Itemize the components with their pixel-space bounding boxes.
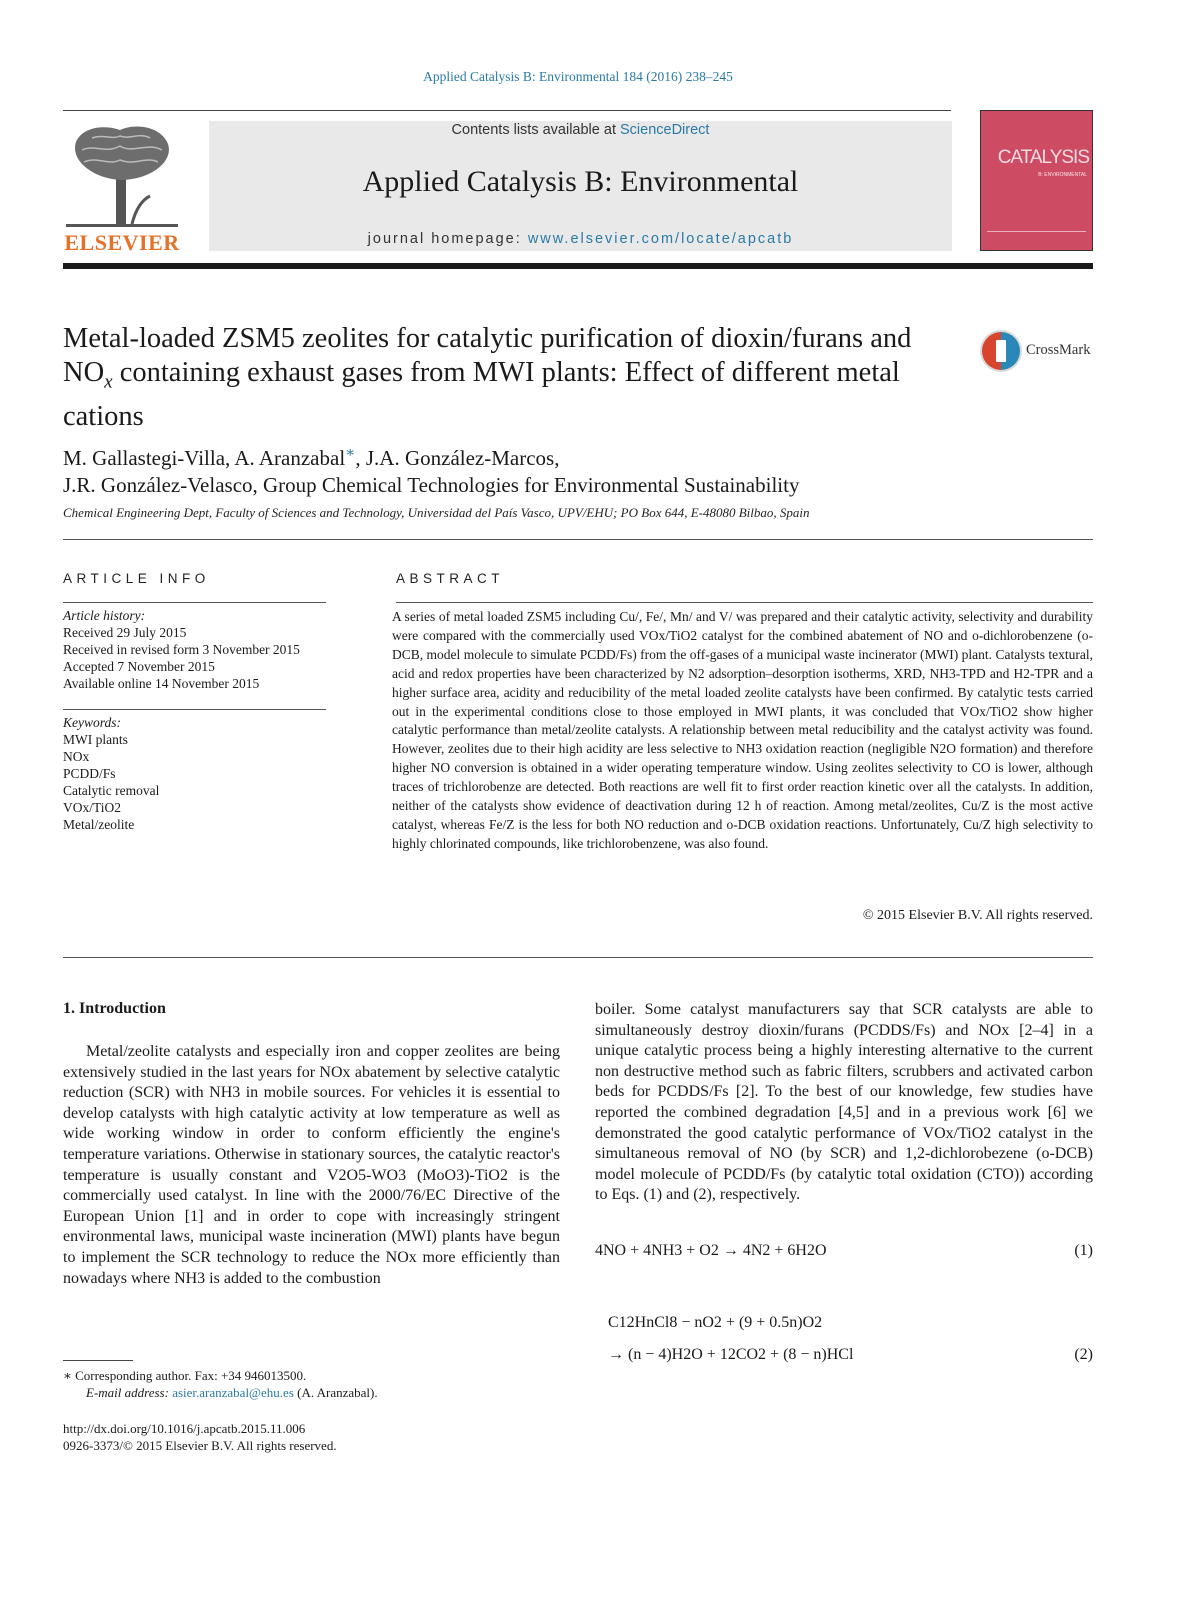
- equation-1-number: (1): [1074, 1242, 1093, 1259]
- header-rule: [63, 110, 951, 111]
- abstract-heading: ABSTRACT: [396, 571, 505, 586]
- keyword: MWI plants: [63, 732, 128, 747]
- elsevier-logo[interactable]: [62, 120, 182, 260]
- doi-link[interactable]: http://dx.doi.org/10.1016/j.apcatb.2015.11.006: [63, 1421, 306, 1436]
- abstract-rule: [396, 602, 1093, 603]
- intro-paragraph-right: boiler. Some catalyst manufacturers say that SCR catalysts are able to simultaneously destroy dioxin/furans (PCDDS/Fs) and NOx [2–4] in a unique catalytic process being a highly interesting alternative to the current non destructive method such as fabric filters, scrubbers and activated carbon beds for PCDDS/Fs [2]. To the best of our knowledge, few studies have reported the combined degradation [4,5] and in a previous work [6] we demonstrated the good catalytic performance of VOx/TiO2 catalyst in the simultaneous removal of NO (by SCR) and 1,2-dichlorobezene (o-DCB) model molecule of PCDD/Fs (by catalytic total oxidation (CTO)) according to Eqs. (1) and (2), respectively.: [595, 1001, 1093, 1204]
- equation-2-line-2: → (n − 4)H2O + 12CO2 + (8 − n)HCl (2): [608, 1346, 1093, 1363]
- email-link[interactable]: asier.aranzabal@ehu.es: [172, 1385, 294, 1400]
- article-history: Article history: Received 29 July 2015 Received in revised form 3 November 2015 Accepted 7 November 2015 Available online 14 November 2015: [63, 607, 333, 692]
- article-info-rule: [63, 602, 326, 603]
- crossmark-icon: [978, 328, 1024, 374]
- journal-cover-thumbnail[interactable]: [980, 110, 1093, 251]
- history-item: Available online 14 November 2015: [63, 676, 260, 691]
- journal-homepage: journal homepage: www.elsevier.com/locate/apcatb: [367, 231, 794, 247]
- elsevier-wordmark: ELSEVIER: [64, 230, 180, 255]
- homepage-link[interactable]: www.elsevier.com/locate/apcatb: [527, 231, 794, 247]
- sciencedirect-link[interactable]: ScienceDirect: [620, 122, 710, 138]
- footnote-rule: [63, 1360, 133, 1361]
- keyword: PCDD/Fs: [63, 766, 116, 781]
- affiliation: Chemical Engineering Dept, Faculty of Sciences and Technology, Universidad del País Vasco, UPV/EHU; PO Box 644, E-48080 Bilbao, Spain: [63, 505, 810, 520]
- author-list: M. Gallastegi-Villa, A. Aranzabal∗, J.A. González-Marcos, J.R. González-Velasco, Group Chemical Technologies for Environmental Sustainability: [63, 445, 800, 497]
- abstract-copyright: © 2015 Elsevier B.V. All rights reserved.: [862, 908, 1093, 923]
- journal-citation[interactable]: Applied Catalysis B: Environmental 184 (2016) 238–245: [423, 69, 733, 84]
- keyword: Catalytic removal: [63, 783, 160, 798]
- introduction-heading: 1. Introduction: [63, 1000, 166, 1017]
- journal-title: Applied Catalysis B: Environmental: [362, 165, 799, 198]
- history-item: Accepted 7 November 2015: [63, 659, 215, 674]
- history-item: Received in revised form 3 November 2015: [63, 642, 300, 657]
- equation-1: 4NO + 4NH3 + O2 → 4N2 + 6H2O (1): [595, 1242, 1093, 1259]
- cover-subtitle: B: ENVIRONMENTAL: [1038, 172, 1087, 178]
- masthead-divider: [63, 263, 1093, 269]
- contents-line: Contents lists available at ScienceDirect: [451, 122, 710, 138]
- cover-divider: [987, 231, 1086, 232]
- abstract-text: A series of metal loaded ZSM5 including Cu/, Fe/, Mn/ and V/ was prepared and their catalytic activity, selectivity and durability were compared with the commercially used VOx/TiO2 catalyst for the combined abatement of NO and o-dichlorobenzene (o-DCB, model molecule to simulate PCDD/Fs) from the off-gases of a municipal waste incinerator (MWI) plant. Catalysts textural, acid and redox properties have been characterized by N2 adsorption–desorption isotherms, XRD, NH3-TPD and H2-TPR and a higher surface area, acidity and reducibility of the metal loaded zeolite catalysts have been confirmed. By catalytic tests carried out in the experimental conditions close to those employed in MWI plants, it was concluded that VOx/TiO2 show higher catalytic performance than metal/zeolite catalysts. A relationship between metal reducibility and the catalyst activity was found. However, zeolites due to their high acidity are less selective to NH3 oxidation reaction (negligible N2O formation) and therefore higher NO conversion is obtained in a wider operating temperature window. Using zeolites selectivity to CO is lower, although traces of trichlorobenze are detected. Both reactions are well fit to first order reaction kinetic over all the catalysts. In addition, neither of the catalysts show evidence of deactivation during 12 h of reaction. Among metal/zeolites, Cu/Z is the most active catalyst, whereas Fe/Z is the less for both NO reduction and o-DCB oxidation reactions. Unfortunately, Cu/Z high selectivity to highly chlorinated compounds, like trichlorobenzene, was also found.: [392, 609, 1093, 851]
- issn-copyright: 0926-3373/© 2015 Elsevier B.V. All rights reserved.: [63, 1438, 337, 1453]
- journal-masthead: [209, 121, 952, 251]
- corresponding-author-note: ∗ Corresponding author. Fax: +34 946013500.: [63, 1368, 307, 1383]
- corresponding-author-marker[interactable]: ∗: [345, 445, 356, 461]
- keywords: Keywords: MWI plants NOx PCDD/Fs Catalytic removal VOx/TiO2 Metal/zeolite: [63, 714, 333, 833]
- keyword: VOx/TiO2: [63, 800, 122, 815]
- article-info-heading: ARTICLE INFO: [63, 571, 210, 586]
- keyword: NOx: [63, 749, 90, 764]
- equation-2-number: (2): [1074, 1346, 1093, 1363]
- history-item: Received 29 July 2015: [63, 625, 187, 640]
- tree-icon: [62, 120, 182, 232]
- crossmark-badge[interactable]: [978, 328, 1096, 376]
- article-title: Metal-loaded ZSM5 zeolites for catalytic purification of dioxin/furans and $NO_x$ containing exhaust gases from MWI plants: Effect of different metal cations: [63, 323, 912, 432]
- intro-paragraph-left: Metal/zeolite catalysts and especially iron and copper zeolites are being extensively studied in the last years for NOx abatement by selective catalytic reduction (SCR) with NH3 in mobile sources. For vehicles it is essential to develop catalysts with high catalytic activity at low temperature as well as wide working window in order to conform efficiently the engine's temperature variations. Otherwise in stationary sources, the catalytic reactor's temperature is usually constant and V2O5-WO3 (MoO3)-TiO2 is the commercially used catalyst. In line with the 2000/76/EC Directive of the European Union [1] and in order to cope with increasingly stringent environmental laws, municipal waste incineration (MWI) plants have begun to implement the SCR technology to reduce the NOx more efficiently than nowadays where NH3 is added to the combustion: [63, 1043, 560, 1287]
- section-rule: [63, 957, 1093, 958]
- affiliation-rule: [63, 539, 1093, 540]
- equation-2-line-1: C12HnCl8 − nO2 + (9 + 0.5n)O2: [608, 1314, 823, 1331]
- keyword: Metal/zeolite: [63, 817, 135, 832]
- cover-title: CATALYSIS: [997, 147, 1089, 168]
- keywords-rule: [63, 709, 326, 710]
- email-note: E-mail address: asier.aranzabal@ehu.es (A. Aranzabal).: [86, 1385, 378, 1400]
- crossmark-label: CrossMark: [1026, 342, 1091, 358]
